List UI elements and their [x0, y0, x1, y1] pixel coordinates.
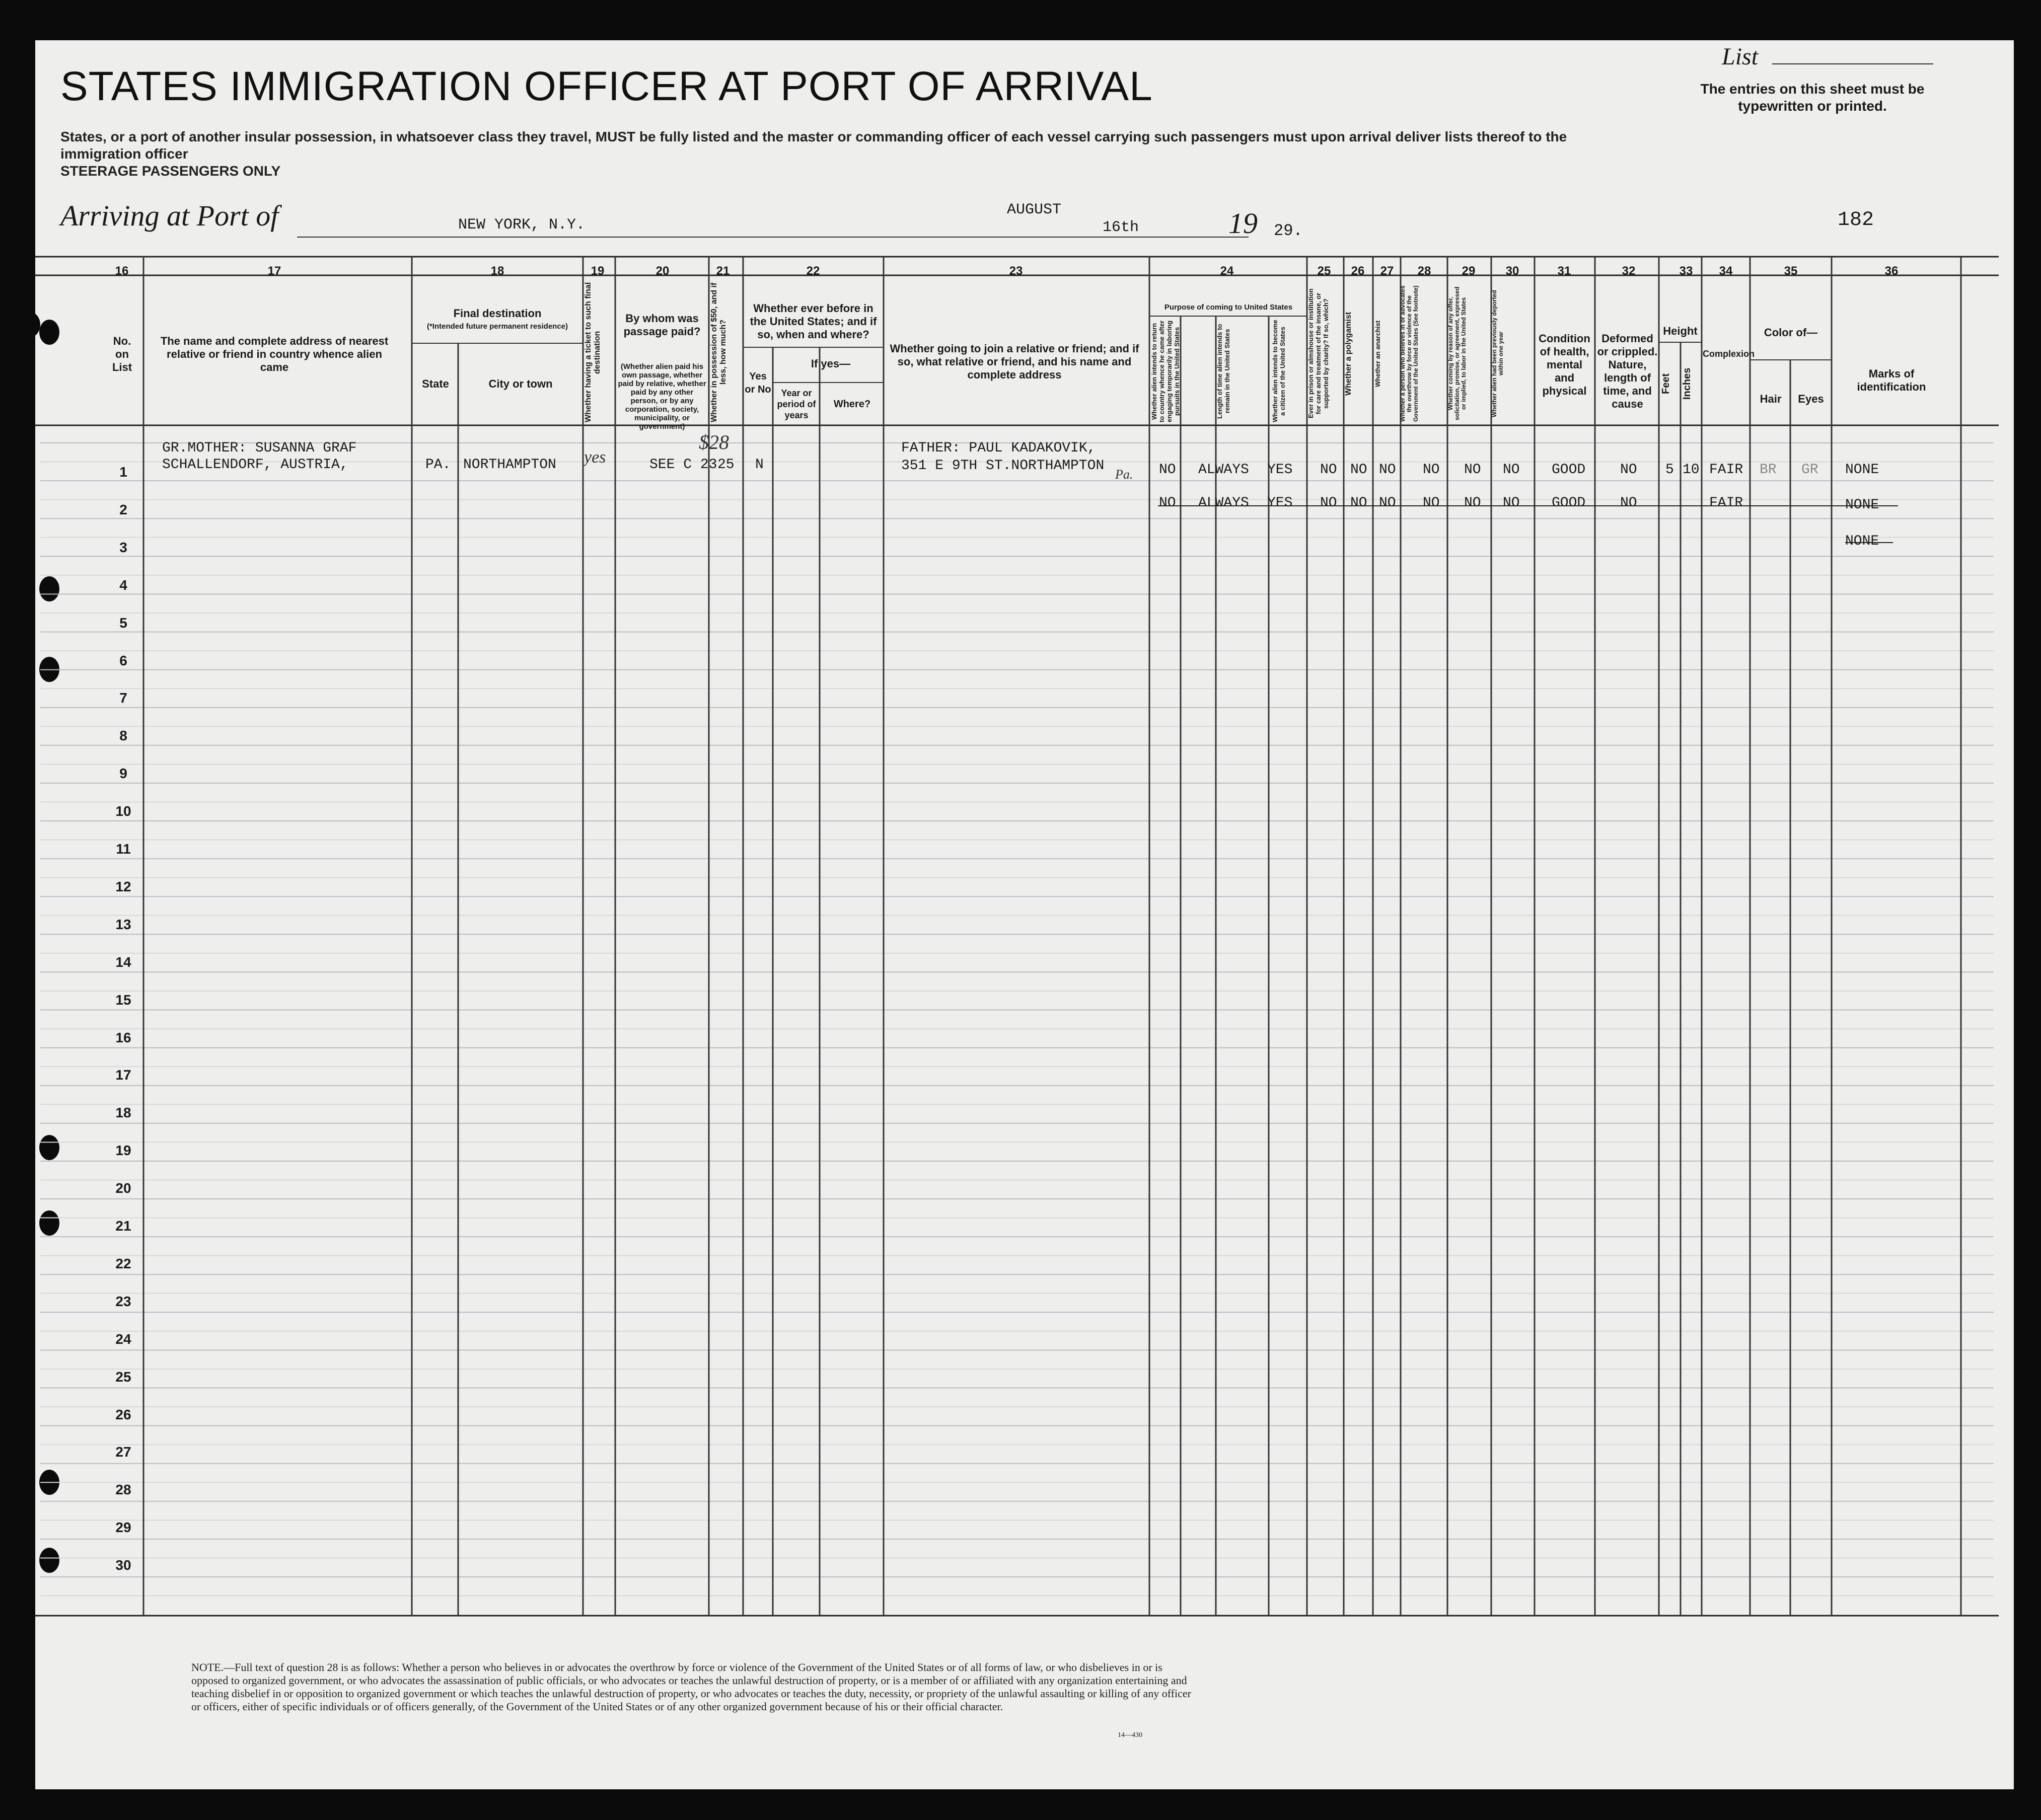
row-number: 8	[119, 728, 127, 744]
header-by-whom-note: (Whether alien paid his own passage, whether paid by relative, whether paid by any other person, or by any corporation, society, municipality, or government)	[618, 362, 706, 431]
col-number-27: 27	[1380, 264, 1394, 278]
row1-feet: 5	[1665, 462, 1674, 478]
header-year-period: Year or period of years	[777, 388, 816, 420]
row1-ever-before: N	[755, 457, 764, 473]
row1-relative-line1: GR.MOTHER: SUSANNA GRAF	[162, 440, 357, 456]
row-number: 27	[115, 1444, 131, 1460]
row-number: 15	[115, 992, 131, 1008]
row-number: 1	[119, 464, 127, 480]
col-number-18: 18	[490, 264, 504, 278]
header-purpose-citizen: Whether alien intends to become a citizen of the United States	[1271, 320, 1286, 423]
row1-complexion: FAIR	[1709, 462, 1743, 478]
col-number-20: 20	[655, 264, 670, 278]
header-where: Where?	[833, 399, 871, 410]
row1-possession: 25	[717, 457, 735, 473]
row1-prison: NO	[1320, 462, 1337, 478]
year-prefix: 19	[1228, 207, 1258, 240]
row2-q29: NO	[1464, 495, 1481, 511]
row1-anarchist: NO	[1379, 462, 1396, 478]
row-number: 17	[115, 1067, 131, 1083]
header-complexion: Complexion	[1703, 349, 1755, 359]
col-number-23: 23	[1009, 264, 1023, 278]
row-number: 11	[116, 841, 131, 857]
row1-join-line2: 351 E 9TH ST.NORTHAMPTON	[901, 458, 1105, 474]
col-number-34: 34	[1719, 264, 1733, 278]
header-by-whom: By whom was passage paid?	[623, 312, 701, 338]
row1-join-line1: FATHER: PAUL KADAKOVIK,	[901, 440, 1096, 456]
row1-polygamist: NO	[1350, 462, 1367, 478]
row-number: 16	[115, 1029, 131, 1045]
header-no-on-list: No. on List	[112, 335, 132, 373]
row3-marks: NONE	[1845, 534, 1879, 549]
row1-inches: 10	[1683, 462, 1700, 478]
row1-state: PA.	[425, 457, 451, 473]
row2-prison: NO	[1320, 495, 1337, 511]
row1-q30: NO	[1503, 462, 1520, 478]
port-label: Arriving at Port of	[60, 199, 279, 232]
row-number: 25	[115, 1369, 131, 1385]
row2-q30: NO	[1503, 495, 1520, 511]
header-condition: Condition of health, mental and physical	[1539, 332, 1590, 397]
row-number: 13	[115, 916, 131, 932]
col-number-28: 28	[1417, 264, 1431, 278]
row2-deformed: NO	[1620, 495, 1637, 511]
col-number-33: 33	[1679, 264, 1693, 278]
form-number: 14—430	[1118, 1731, 1142, 1739]
row1-city: NORTHAMPTON	[463, 457, 556, 473]
col-number-25: 25	[1317, 264, 1331, 278]
row1-eyes: GR	[1801, 462, 1818, 478]
port-value: NEW YORK, N.Y.	[458, 216, 586, 234]
subtitle-text: States, or a port of another insular possession, in whatsoever class they travel, MUST be fully listed and the master or commanding officer of each vessel carrying such passengers must upon arrival deliver lists thereof to the immigration officer	[60, 129, 1567, 162]
header-ticket: Whether having a ticket to such final destination	[584, 282, 602, 423]
header-polygamist: Whether a polygamist	[1344, 312, 1353, 396]
row-number: 30	[115, 1557, 131, 1573]
row2-complexion: FAIR	[1709, 495, 1743, 511]
col-number-26: 26	[1351, 264, 1365, 278]
col-number-31: 31	[1557, 264, 1571, 278]
row-number: 7	[119, 690, 127, 706]
list-label: List	[1722, 43, 1759, 70]
steerage-label: STEERAGE PASSENGERS ONLY	[60, 163, 281, 179]
header-ever-before: Whether ever before in the United States; and if so, when and where?	[750, 302, 877, 341]
header-join-relative: Whether going to join a relative or friend; and if so, what relative or friend, and his name and complete address	[890, 342, 1139, 381]
row-number: 10	[115, 803, 131, 819]
row3-strike-line	[1845, 542, 1893, 543]
footnote-q28: NOTE.—Full text of question 28 is as follows: Whether a person who believes in or advocates the overthrow by force or violence of the Government of the United States or of all forms of law, or who disbelieves in or is opposed to organized government, or who advocates the assassination of public officials, or who advocates or teaches the unlawful destruction of property, or is a member of or affiliated with any organization entertaining and teaching disbelief in or opposition to organized government or which teaches the unlawful destruction of property, or who advocates or teaches the duty, necessity, or propriety of the unlawful assaulting or killing of any officer or officers, either of specific individuals or of officers generally, of the Government of the United States or of any other organized government because of his or their official character.	[191, 1661, 1191, 1713]
row1-relative-line2: SCHALLENDORF, AUSTRIA,	[162, 457, 348, 473]
row1-hair: BR	[1760, 462, 1777, 478]
row1-deformed: NO	[1620, 462, 1637, 478]
header-feet: Feet	[1660, 373, 1671, 395]
row1-q29: NO	[1464, 462, 1481, 478]
col-number-16: 16	[115, 264, 129, 278]
typewritten-note: The entries on this sheet must be typewritten or printed.	[1700, 81, 1925, 114]
row-number: 29	[115, 1520, 131, 1536]
row-number: 28	[115, 1482, 131, 1498]
date-day: 16th	[1103, 219, 1139, 236]
row-number: 24	[115, 1331, 131, 1347]
row-number: 19	[115, 1143, 131, 1159]
header-city: City or town	[488, 377, 553, 390]
row2-strike-line	[1158, 505, 1898, 506]
row2-q28: NO	[1423, 495, 1440, 511]
col-number-30: 30	[1505, 264, 1519, 278]
header-q30: Whether alien had been previously deported within one year	[1491, 290, 1504, 417]
row1-ticket: yes	[584, 448, 606, 467]
page-number: 182	[1838, 209, 1874, 232]
row2-citizen: YES	[1267, 495, 1293, 511]
col-number-21: 21	[716, 264, 730, 278]
col-number-35: 35	[1784, 264, 1798, 278]
col-number-24: 24	[1220, 264, 1234, 278]
row1-citizen: YES	[1267, 462, 1293, 478]
header-final-destination-note: (*Intended future permanent residence)	[426, 322, 568, 331]
header-height: Height	[1663, 325, 1698, 337]
header-marks: Marks of identification	[1857, 367, 1926, 393]
row-number: 3	[119, 539, 127, 555]
year-suffix: 29.	[1274, 221, 1303, 240]
row1-q28: NO	[1423, 462, 1440, 478]
header-eyes: Eyes	[1798, 393, 1824, 405]
row2-return: NO	[1159, 495, 1176, 511]
row2-health: GOOD	[1552, 495, 1586, 511]
row-number: 4	[119, 577, 127, 593]
col-number-32: 32	[1622, 264, 1636, 278]
header-purpose: Purpose of coming to United States	[1164, 303, 1293, 312]
header-q29: Whether coming by reason of any offer, solicitation, promise, or agreement, expressed or implied, to labor in the United States	[1447, 286, 1467, 421]
row1-marks: NONE	[1845, 462, 1879, 478]
header-anarchist: Whether an anarchist	[1374, 320, 1381, 387]
header-prison: Ever in prison or almshouse or institution for care and treatment of the insane, or supported by charity? If so, which?	[1307, 288, 1330, 419]
row-number: 18	[115, 1105, 131, 1121]
header-deformed: Deformed or crippled. Nature, length of time, and cause	[1597, 332, 1658, 410]
row1-length: ALWAYS	[1198, 462, 1249, 478]
row1-paid-by: SEE C 23	[649, 457, 717, 473]
row2-polygamist: NO	[1350, 495, 1367, 511]
col-number-29: 29	[1462, 264, 1476, 278]
row-number: 21	[115, 1218, 131, 1234]
col-number-17: 17	[267, 264, 281, 278]
col-number-36: 36	[1884, 264, 1899, 278]
row-number: 26	[115, 1406, 131, 1422]
header-final-destination: Final destination	[453, 307, 542, 320]
header-hair: Hair	[1760, 393, 1782, 405]
header-state: State	[422, 377, 449, 390]
row-number: 20	[115, 1180, 131, 1196]
row-number: 2	[119, 501, 127, 517]
row-number: 5	[119, 615, 127, 631]
header-q28: Whether a person who believes in or advocates the overthrow by force or violence of the Government of the United States (See footnote)	[1399, 285, 1419, 422]
row-number: 14	[115, 954, 131, 970]
col-number-19: 19	[591, 264, 605, 278]
header-color-of: Color of—	[1764, 326, 1818, 339]
header-purpose-return: Whether alien intends to return to country whence he came after engaging temporarily in laboring pursuits in the United States	[1150, 320, 1181, 422]
header-if-yes: If yes—	[811, 357, 851, 370]
row-number: 23	[115, 1293, 131, 1309]
row-number: 22	[115, 1255, 131, 1271]
row1-return: NO	[1159, 462, 1176, 478]
row2-marks: NONE	[1845, 497, 1879, 513]
header-nearest-relative: The name and complete address of nearest relative or friend in country whence alien came	[160, 335, 389, 373]
date-month: AUGUST	[1007, 201, 1062, 218]
row-number: 6	[119, 652, 127, 668]
row1-possession-hand: $28	[699, 431, 729, 453]
form-title: STATES IMMIGRATION OFFICER AT PORT OF ARRIVAL	[60, 63, 1153, 109]
row2-length: ALWAYS	[1198, 495, 1249, 511]
row1-health: GOOD	[1552, 462, 1586, 478]
header-purpose-length: Length of time alien intends to remain in the United States	[1216, 324, 1231, 419]
row1-join-hand: Pa.	[1115, 467, 1133, 482]
row-number: 12	[115, 878, 131, 894]
row-number: 9	[119, 766, 127, 782]
row2-anarchist: NO	[1379, 495, 1396, 511]
col-number-22: 22	[806, 264, 820, 278]
header-possession: Whether in possession of $50, and if less, how much?	[710, 282, 727, 422]
header-inches: Inches	[1682, 367, 1693, 400]
header-yes-or-no: Yes or No	[745, 371, 771, 395]
